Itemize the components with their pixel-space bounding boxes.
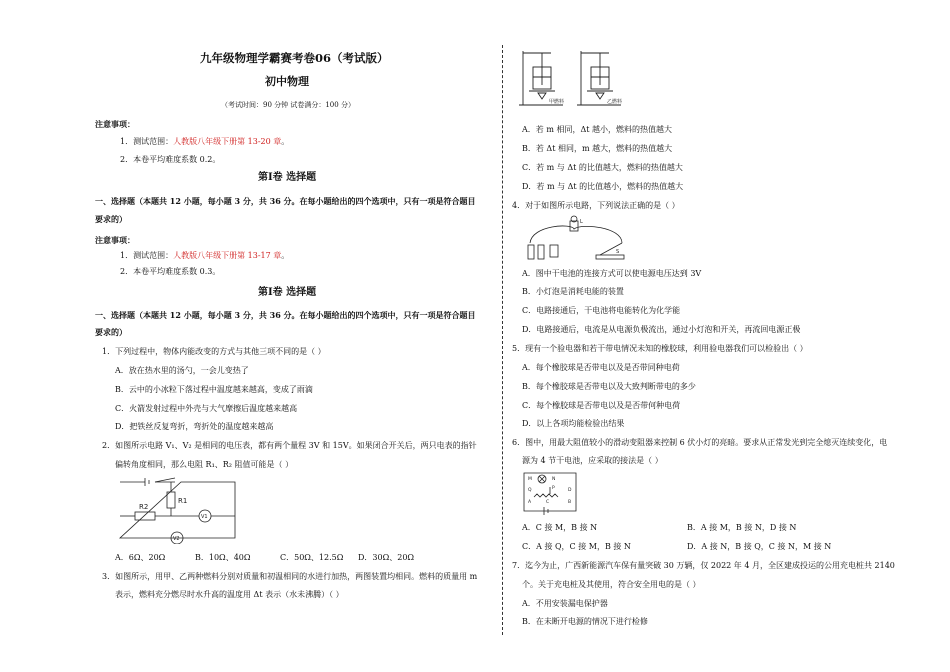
section-title: 第Ⅰ卷 选择题: [258, 287, 317, 298]
question-2-option-a: A．6Ω、20Ω: [115, 553, 166, 562]
lamp-label: L: [580, 219, 583, 225]
terminal-a-label: A: [528, 500, 532, 505]
question-6-option-a: A．C 接 M，B 接 N: [522, 523, 598, 532]
fuel-b-label: 乙燃料: [607, 99, 623, 105]
question-2-option-b: B．10Ω、40Ω: [195, 553, 251, 562]
notice-item-2: 2．本卷平均难度系数 0.3。: [120, 267, 221, 276]
question-3-stem: 3．如图所示，用甲、乙两种燃料分别对质量和初温相同的水进行加热，两图装置均相同。燃料的质量用 m: [102, 572, 478, 581]
question-2-stem-cont: 偏转角度相同，那么电阻 R₁、R₂ 阻值可能是（ ）: [115, 460, 294, 469]
question-6-circuit-diagram: [520, 469, 580, 515]
section-title: 第Ⅰ卷 选择题: [258, 172, 317, 183]
question-2-circuit-diagram: [115, 474, 240, 544]
right-column: [512, 0, 907, 672]
notice-item-1: 1．测试范围：人教版八年级下册第 13-20 章。: [120, 137, 290, 146]
terminal-n-label: N: [552, 477, 556, 482]
notice-heading: 注意事项：: [95, 235, 135, 245]
r1-label: R1: [178, 497, 188, 505]
question-1-stem: 1．下列过程中，物体内能改变的方式与其他三项不同的是（ ）: [102, 347, 326, 356]
question-7-option-b: B．在未断开电源的情况下进行检修: [522, 617, 648, 626]
question-4-stem: 4．对于如图所示电路，下列说法正确的是（ ）: [512, 201, 680, 210]
question-3-heating-diagram: [517, 45, 642, 110]
section-instruction: 一、选择题（本题共 12 小题，每小题 3 分，共 36 分。在每小题给出的四个选项中，只有一项是符合题目: [95, 310, 476, 320]
question-7-stem: 7．迄今为止，广西新能源汽车保有量突破 30 万辆，仅 2022 年 4 月，全区建成投运的公用充电桩共 2140: [512, 561, 895, 570]
terminal-q-label: Q: [528, 488, 532, 493]
question-3-stem-cont: 表示，燃料充分燃尽时水升高的温度用 Δt 表示（水未沸腾）（ ）: [115, 590, 344, 599]
column-divider: [502, 45, 503, 635]
question-2-option-c: C．50Ω、12.5Ω: [280, 553, 344, 562]
question-1-option-a: A．放在热水里的汤勺，一会儿变热了: [115, 366, 249, 375]
question-6-stem: 6．图中，用最大阻值较小的滑动变阻器来控制 6 伏小灯的亮暗。要求从正常发光到完全熄灭连续变化，电: [512, 438, 888, 447]
question-4-option-b: B．小灯泡是消耗电能的装置: [522, 287, 624, 296]
question-4-circuit-photo: [522, 213, 632, 263]
terminal-c-label: C: [546, 500, 550, 505]
exam-info: （考试时间：90 分钟 试卷满分：100 分）: [221, 101, 355, 109]
left-column: [95, 0, 495, 672]
section-instruction-cont: 要求的）: [95, 214, 127, 224]
question-5-option-b: B．每个橡胶球是否带电以及大致判断带电的多少: [522, 382, 696, 391]
notice-item-2: 2．本卷平均难度系数 0.2。: [120, 155, 221, 164]
question-1-option-c: C．火箭发射过程中外壳与大气摩擦后温度越来越高: [115, 404, 298, 413]
question-5-option-a: A．每个橡胶球是否带电以及是否带同种电荷: [522, 363, 680, 372]
question-3-option-d: D．若 m 与 Δt 的比值越小，燃料的热值越大: [522, 182, 684, 191]
question-1-option-b: B．云中的小冰粒下落过程中温度越来越高，变成了雨滴: [115, 385, 313, 394]
question-2-stem: 2．如图所示电路 V₁、V₂ 是相同的电压表，都有两个量程 3V 和 15V。如果闭合开关后，两只电表的指针: [102, 441, 477, 450]
question-4-option-a: A．图中干电池的连接方式可以使电源电压达到 3V: [522, 269, 702, 278]
question-4-option-c: C．电路接通后，干电池将电能转化为化学能: [522, 306, 681, 315]
question-6-option-d: D．A 接 N，B 接 Q，C 接 N，M 接 N: [687, 542, 832, 551]
test-range: 人教版八年级下册第 13-20 章: [173, 137, 282, 146]
v1-label: V1: [201, 514, 208, 520]
question-7-option-a: A．不用安装漏电保护器: [522, 599, 608, 608]
terminal-p-label: P: [552, 486, 555, 491]
question-4-option-d: D．电路接通后，电流是从电源负极流出，通过小灯泡和开关，再流回电源正极: [522, 325, 801, 334]
question-6-option-c: C．A 接 Q，C 接 M，B 接 N: [522, 542, 631, 551]
r2-label: R2: [139, 503, 149, 511]
v2-label: V2: [173, 536, 180, 542]
question-6-option-b: B．A 接 M，B 接 N，D 接 N: [687, 523, 797, 532]
question-3-option-b: B．若 Δt 相同，m 越大，燃料的热值越大: [522, 144, 673, 153]
question-5-stem: 5．现有一个验电器和若干带电情况未知的橡胶球，利用验电器我们可以检验出（ ）: [512, 344, 808, 353]
question-3-option-a: A．若 m 相同，Δt 越小，燃料的热值越大: [522, 125, 672, 134]
question-6-stem-cont: 源为 4 节干电池，应采取的接法是（ ）: [522, 456, 663, 465]
section-instruction-cont: 要求的）: [95, 327, 127, 337]
question-5-option-c: C．每个橡胶球是否带电以及是否带何种电荷: [522, 401, 681, 410]
question-2-option-d: D．30Ω、20Ω: [358, 553, 415, 562]
subject-title: 初中物理: [265, 75, 309, 88]
question-3-option-c: C．若 m 与 Δt 的比值越大，燃料的热值越大: [522, 163, 683, 172]
terminal-b-label: B: [568, 500, 572, 505]
switch-label: S: [616, 249, 620, 255]
question-7-stem-cont: 个。关于充电桩及其使用，符合安全用电的是（ ）: [522, 580, 701, 589]
fuel-a-label: 甲燃料: [549, 99, 565, 105]
question-5-option-d: D．以上各项均能检验出结果: [522, 419, 625, 428]
terminal-m-label: M: [528, 477, 532, 482]
question-1-option-d: D．把铁丝反复弯折，弯折处的温度越来越高: [115, 422, 274, 431]
exam-title: 九年级物理学霸赛考卷06（考试版）: [200, 51, 389, 65]
terminal-d-label: D: [568, 488, 572, 493]
section-instruction: 一、选择题（本题共 12 小题，每小题 3 分，共 36 分。在每小题给出的四个选项中，只有一项是符合题目: [95, 196, 476, 206]
notice-item-1: 1．测试范围：人教版八年级下册第 13-17 章。: [120, 251, 290, 260]
test-range: 人教版八年级下册第 13-17 章: [173, 251, 282, 260]
notice-heading: 注意事项：: [95, 119, 135, 129]
